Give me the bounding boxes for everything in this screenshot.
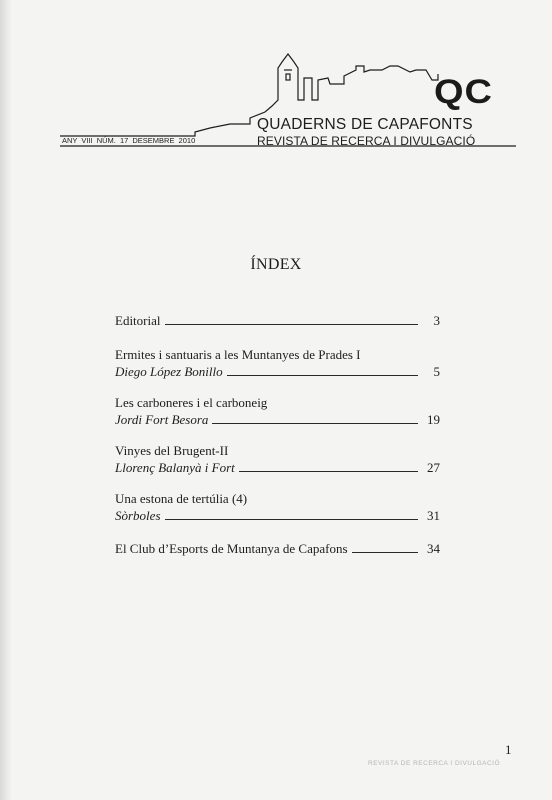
magazine-subtitle: REVISTA DE RECERCA I DIVULGACIÓ bbox=[257, 134, 476, 148]
dotted-leader bbox=[239, 470, 418, 472]
entry-author: Llorenç Balanyà i Fort bbox=[115, 460, 235, 475]
dotted-leader bbox=[165, 518, 419, 520]
entry-author: Diego López Bonillo bbox=[115, 364, 223, 379]
index-title: ÍNDEX bbox=[250, 256, 302, 273]
toc-entry[interactable] bbox=[115, 540, 440, 557]
entry-page: 19 bbox=[427, 412, 440, 427]
page-number: 1 bbox=[505, 742, 512, 757]
entry-title: El Club d’Esports de Muntanya de Capafons bbox=[115, 541, 348, 556]
entry-title: Vinyes del Brugent-II bbox=[115, 443, 229, 458]
entry-page: 5 bbox=[433, 364, 440, 379]
dotted-leader bbox=[212, 422, 418, 424]
entry-title: Editorial bbox=[115, 313, 161, 328]
magazine-logo: QC bbox=[434, 73, 493, 111]
entry-page: 3 bbox=[433, 313, 440, 328]
toc-entry[interactable] bbox=[115, 346, 440, 380]
page-edge bbox=[0, 0, 12, 800]
entry-author: Jordi Fort Besora bbox=[115, 412, 209, 427]
toc-entry[interactable] bbox=[115, 394, 440, 428]
magazine-title: QUADERNS DE CAPAFONTS bbox=[257, 116, 473, 133]
toc-entry[interactable] bbox=[115, 312, 440, 329]
entry-title: Ermites i santuaris a les Muntanyes de Prades I bbox=[115, 347, 361, 362]
dotted-leader bbox=[352, 551, 418, 553]
entry-page: 34 bbox=[427, 541, 440, 556]
toc-entry[interactable] bbox=[115, 442, 440, 476]
dotted-leader bbox=[227, 374, 418, 376]
entry-page: 31 bbox=[427, 508, 440, 523]
entry-title: Una estona de tertúlia (4) bbox=[115, 491, 248, 506]
entry-author: Sòrboles bbox=[115, 508, 161, 523]
entry-page: 27 bbox=[427, 460, 440, 475]
running-footer: REVISTA DE RECERCA I DIVULGACIÓ bbox=[368, 760, 501, 767]
issue-info: ANY VIII NÚM. 17 DESEMBRE 2010 bbox=[62, 136, 196, 145]
dotted-leader bbox=[165, 323, 419, 325]
toc-entry[interactable] bbox=[115, 490, 440, 524]
entry-title: Les carboneres i el carboneig bbox=[115, 395, 268, 410]
